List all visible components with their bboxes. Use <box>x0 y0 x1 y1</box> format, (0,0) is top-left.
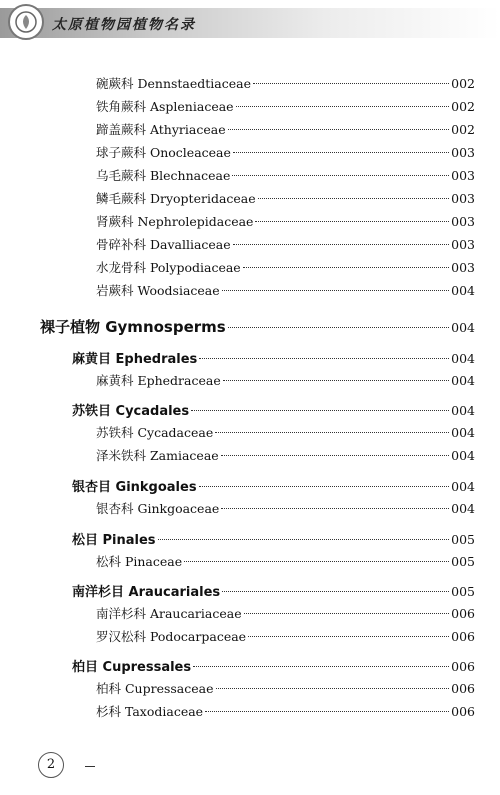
toc-section <box>40 316 475 337</box>
toc-order <box>72 348 475 367</box>
dot-leader <box>222 290 450 291</box>
toc-entry-label: 骨碎补科 Davalliaceae <box>96 237 231 252</box>
toc-family <box>96 97 475 115</box>
toc-entry-page: 003 <box>451 260 475 275</box>
toc-entry-label: 南洋杉目 Araucariales <box>72 585 221 600</box>
toc-entry-page: 003 <box>451 191 475 206</box>
dot-leader <box>243 267 449 268</box>
dot-leader <box>244 613 450 614</box>
toc-entry-page: 004 <box>451 320 475 335</box>
dot-leader <box>199 486 450 487</box>
toc-entry-page: 004 <box>451 479 475 494</box>
toc-entry-page: 003 <box>451 237 475 252</box>
toc-entry-label: 泽米铁科 Zamiaceae <box>96 448 219 463</box>
toc-entry-label: 麻黄科 Ephedraceae <box>96 373 221 388</box>
page-header <box>0 0 500 40</box>
dot-leader <box>228 327 449 328</box>
dot-leader <box>215 432 449 433</box>
dot-leader <box>236 106 450 107</box>
toc-family <box>96 258 475 276</box>
toc-order <box>72 656 475 675</box>
toc-entry-label: 银杏目 Ginkgoales <box>72 480 197 495</box>
toc-entry-page: 004 <box>451 501 475 516</box>
footer-dash <box>85 766 95 767</box>
toc-entry-page: 004 <box>451 351 475 366</box>
toc-entry-label: 银杏科 Ginkgoaceae <box>96 501 220 516</box>
toc-entry-page: 004 <box>451 448 475 463</box>
toc-entry-page: 002 <box>451 99 475 114</box>
toc-family <box>96 552 475 570</box>
toc-entry-label: 肾蕨科 Nephrolepidaceae <box>96 214 254 229</box>
toc-entry-label: 乌毛蕨科 Blechnaceae <box>96 168 231 183</box>
toc-family <box>96 74 475 92</box>
dot-leader <box>221 508 449 509</box>
dot-leader <box>233 152 449 153</box>
toc-family <box>96 120 475 138</box>
toc-family <box>96 371 475 389</box>
dot-leader <box>248 636 449 637</box>
toc-entry-label: 蹄盖蕨科 Athyriaceae <box>96 122 226 137</box>
toc-entry-page: 003 <box>451 214 475 229</box>
dot-leader <box>158 539 450 540</box>
toc-entry-page: 004 <box>451 283 475 298</box>
dot-leader <box>216 688 450 689</box>
toc-family <box>96 423 475 441</box>
dot-leader <box>253 83 449 84</box>
toc-family <box>96 143 475 161</box>
toc-entry-page: 005 <box>451 532 475 547</box>
toc-entry-label: 裸子植物 Gymnosperms <box>40 318 226 336</box>
dot-leader <box>228 129 450 130</box>
toc-order <box>72 529 475 548</box>
toc-entry-page: 002 <box>451 122 475 137</box>
dot-leader <box>222 591 449 592</box>
toc-order <box>72 400 475 419</box>
toc-family <box>96 235 475 253</box>
toc-entry-label: 罗汉松科 Podocarpaceae <box>96 629 247 644</box>
toc-entry-label: 苏铁目 Cycadales <box>72 404 190 419</box>
toc-entry-label: 南洋杉科 Araucariaceae <box>96 606 242 621</box>
toc-entry-page: 004 <box>451 403 475 418</box>
toc-entry-page: 006 <box>451 681 475 696</box>
toc-entry-label: 岩蕨科 Woodsiaceae <box>96 283 220 298</box>
toc-entry-page: 003 <box>451 168 475 183</box>
dot-leader <box>232 175 449 176</box>
dot-leader <box>223 380 449 381</box>
toc-entry-label: 苏铁科 Cycadaceae <box>96 425 214 440</box>
toc-family <box>96 679 475 697</box>
toc-entry-label: 松目 Pinales <box>72 533 156 548</box>
toc-entry-label: 球子蕨科 Onocleaceae <box>96 145 231 160</box>
toc-entry-page: 004 <box>451 425 475 440</box>
toc-family <box>96 189 475 207</box>
toc-entry-label: 柏科 Cupressaceae <box>96 681 214 696</box>
toc-entry-page: 004 <box>451 373 475 388</box>
dot-leader <box>193 666 449 667</box>
toc-entry-page: 006 <box>451 629 475 644</box>
toc-family <box>96 281 475 299</box>
toc-entry-page: 006 <box>451 659 475 674</box>
toc-entry-label: 碗蕨科 Dennstaedtiaceae <box>96 76 252 91</box>
toc-entry-label: 铁角蕨科 Aspleniaceae <box>96 99 234 114</box>
toc-entry-page: 006 <box>451 606 475 621</box>
toc-entry-label: 麻黄目 Ephedrales <box>72 352 198 367</box>
dot-leader <box>184 561 449 562</box>
toc-entry-label: 柏目 Cupressales <box>72 660 192 675</box>
garden-logo-icon <box>8 4 44 40</box>
dot-leader <box>258 198 449 199</box>
toc-entry-page: 006 <box>451 704 475 719</box>
toc-entry-page: 002 <box>451 76 475 91</box>
toc-entry-label: 杉科 Taxodiaceae <box>96 704 204 719</box>
toc-entry-label: 水龙骨科 Polypodiaceae <box>96 260 241 275</box>
toc-entry-page: 005 <box>451 584 475 599</box>
dot-leader <box>233 244 449 245</box>
toc-family <box>96 499 475 517</box>
toc-family <box>96 627 475 645</box>
toc-family <box>96 604 475 622</box>
dot-leader <box>199 358 449 359</box>
toc-family <box>96 446 475 464</box>
page-number: 2 <box>38 752 64 778</box>
toc-family <box>96 212 475 230</box>
toc-entry-page: 005 <box>451 554 475 569</box>
dot-leader <box>205 711 449 712</box>
toc-entry-page: 003 <box>451 145 475 160</box>
toc-family <box>96 166 475 184</box>
dot-leader <box>221 455 449 456</box>
dot-leader <box>191 410 449 411</box>
dot-leader <box>255 221 449 222</box>
toc-order <box>72 476 475 495</box>
toc-family <box>96 702 475 720</box>
toc-entry-label: 鳞毛蕨科 Dryopteridaceae <box>96 191 256 206</box>
book-title: 太原植物园植物名录 <box>52 17 196 33</box>
toc-entry-label: 松科 Pinaceae <box>96 554 183 569</box>
toc-order <box>72 581 475 600</box>
